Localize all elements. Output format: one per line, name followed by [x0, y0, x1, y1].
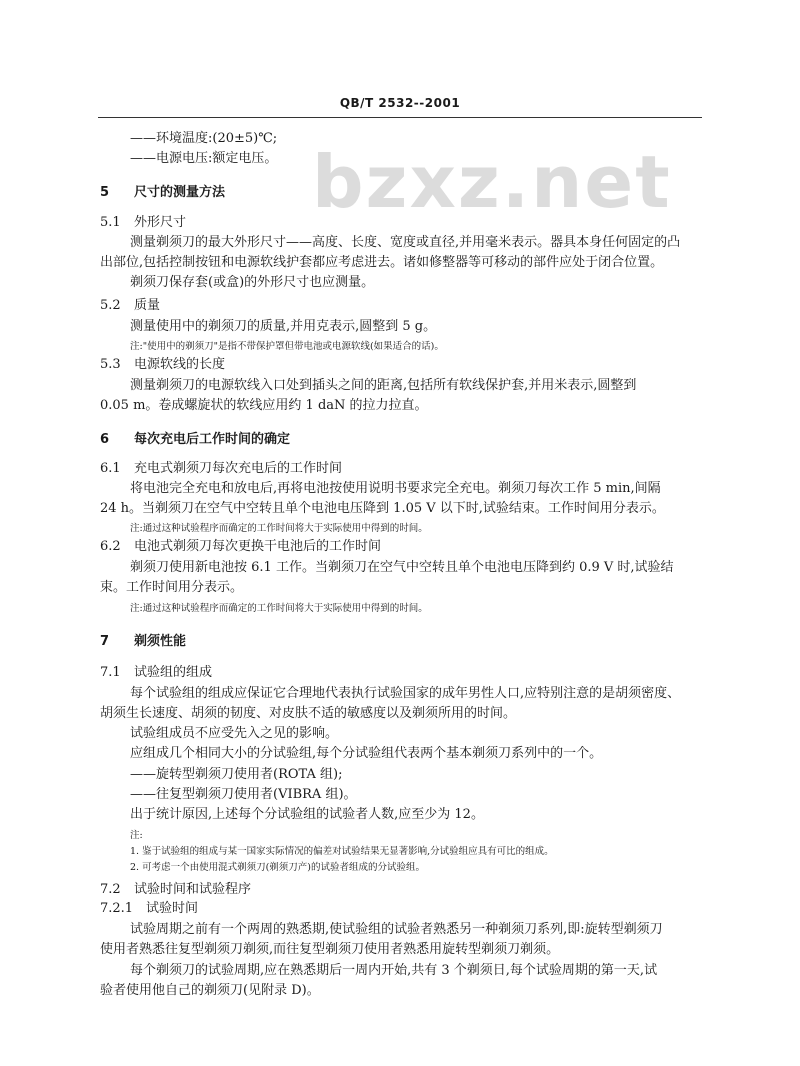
- section-number: 7.2.1: [100, 901, 134, 916]
- supply-voltage-line: ——电源电压:额定电压。: [130, 151, 278, 166]
- paragraph-line: 出部位,包括控制按钮和电源软线护套都应考虑进去。诸如修整器等可移动的部件应处于闭合位置。: [100, 255, 664, 270]
- section-5-heading: [100, 184, 225, 202]
- note-line: 注:"使用中的剃须刀"是指不带保护罩但带电池或电源软线(如果适合的话)。: [130, 341, 444, 352]
- section-title: 质量: [134, 298, 161, 313]
- section-5-1-heading: [100, 214, 186, 232]
- paragraph-line: 测量剃须刀的最大外形尺寸——高度、长度、宽度或直径,并用毫米表示。器具本身任何固定的凸: [130, 235, 681, 250]
- section-number: 7.2: [100, 882, 121, 897]
- note-line: 注:通过这种试验程序而确定的工作时间将大于实际使用中得到的时间。: [130, 523, 428, 534]
- header-rule: [98, 117, 702, 118]
- list-item: ——往复型剃须刀使用者(VIBRA 组)。: [130, 787, 357, 802]
- section-title: 尺寸的测量方法: [134, 185, 226, 200]
- note-line: 注:通过这种试验程序而确定的工作时间将大于实际使用中得到的时间。: [130, 603, 428, 614]
- section-number: 5.1: [100, 215, 121, 230]
- note-line: 2. 可考虑一个由使用混式剃须刀(剃须刀产)的试验者组成的分试验组。: [130, 862, 425, 873]
- paragraph-line: 束。工作时间用分表示。: [100, 580, 244, 595]
- section-6-heading: [100, 431, 290, 449]
- paragraph-line: 剃须刀保存套(或盒)的外形尺寸也应测量。: [130, 275, 375, 290]
- section-number: 5.3: [100, 357, 121, 372]
- section-number: 5.2: [100, 298, 121, 313]
- paragraph-line: 验者使用他自己的剃须刀(见附录 D)。: [100, 983, 320, 998]
- section-number: 6: [100, 432, 110, 447]
- section-number: 7.1: [100, 665, 121, 680]
- note-line: 1. 鉴于试验组的组成与某一国家实际情况的偏差对试验结果无显著影响,分试验组应具有可比的组成。: [130, 846, 554, 857]
- section-number: 7: [100, 634, 110, 649]
- env-temperature-line: ——环境温度:(20±5)℃;: [130, 131, 278, 146]
- section-title: 每次充电后工作时间的确定: [134, 432, 291, 447]
- watermark: bzxz.net: [312, 140, 672, 224]
- paragraph-line: 剃须刀使用新电池按 6.1 工作。当剃须刀在空气中空转且单个电池电压降到约 0.9 V 时,试验结: [130, 560, 674, 575]
- section-title: 电源软线的长度: [134, 357, 226, 372]
- section-title: 电池式剃须刀每次更换干电池后的工作时间: [134, 539, 382, 554]
- section-title: 试验时间和试验程序: [134, 882, 252, 897]
- paragraph-line: 0.05 m。卷成螺旋状的软线应用约 1 daN 的拉力拉直。: [100, 398, 428, 413]
- section-number: 6.2: [100, 539, 121, 554]
- standard-code-header: QB/T 2532--2001: [339, 96, 461, 110]
- section-6-1-heading: [100, 460, 342, 478]
- section-7-2-1-heading: [100, 900, 198, 918]
- section-7-heading: [100, 633, 186, 651]
- section-7-1-heading: [100, 664, 212, 682]
- note-label: 注:: [130, 830, 143, 841]
- section-5-2-heading: [100, 297, 160, 315]
- paragraph-line: 试验周期之前有一个两周的熟悉期,使试验组的试验者熟悉另一种剃须刀系列,即:旋转型剃须刀: [130, 922, 663, 937]
- section-title: 外形尺寸: [134, 215, 187, 230]
- section-title: 试验组的组成: [134, 665, 213, 680]
- section-6-2-heading: [100, 538, 381, 556]
- section-5-3-heading: [100, 356, 225, 374]
- paragraph-line: 每个剃须刀的试验周期,应在熟悉期后一周内开始,共有 3 个剃须日,每个试验周期的第一天,试: [130, 963, 658, 978]
- paragraph-line: 试验组成员不应受先入之见的影响。: [130, 726, 339, 741]
- paragraph-line: 24 h。当剃须刀在空气中空转且单个电池电压降到 1.05 V 以下时,试验结束。工作时间用分表示。: [100, 501, 665, 516]
- section-number: 5: [100, 185, 110, 200]
- section-title: 剃须性能: [134, 634, 187, 649]
- paragraph-line: 测量使用中的剃须刀的质量,并用克表示,圆整到 5 g。: [130, 319, 437, 334]
- paragraph-line: 应组成几个相同大小的分试验组,每个分试验组代表两个基本剃须刀系列中的一个。: [130, 746, 603, 761]
- section-title: 试验时间: [146, 901, 199, 916]
- section-7-2-heading: [100, 881, 251, 899]
- paragraph-line: 测量剃须刀的电源软线入口处到插头之间的距离,包括所有软线保护套,并用米表示,圆整到: [130, 378, 637, 393]
- paragraph-line: 将电池完全充电和放电后,再将电池按使用说明书要求完全充电。剃须刀每次工作 5 min,间隔: [130, 481, 661, 496]
- section-number: 6.1: [100, 461, 121, 476]
- section-title: 充电式剃须刀每次充电后的工作时间: [134, 461, 343, 476]
- paragraph-line: 使用者熟悉往复型剃须刀剃须,而往复型剃须刀使用者熟悉用旋转型剃须刀剃须。: [100, 942, 560, 957]
- paragraph-line: 出于统计原因,上述每个分试验组的试验者人数,应至少为 12。: [130, 807, 484, 822]
- paragraph-line: 每个试验组的组成应保证它合理地代表执行试验国家的成年男性人口,应特别注意的是胡须密度、: [130, 686, 681, 701]
- list-item: ——旋转型剃须刀使用者(ROTA 组);: [130, 767, 343, 782]
- paragraph-line: 胡须生长速度、胡须的韧度、对皮肤不适的敏感度以及剃须所用的时间。: [100, 706, 517, 721]
